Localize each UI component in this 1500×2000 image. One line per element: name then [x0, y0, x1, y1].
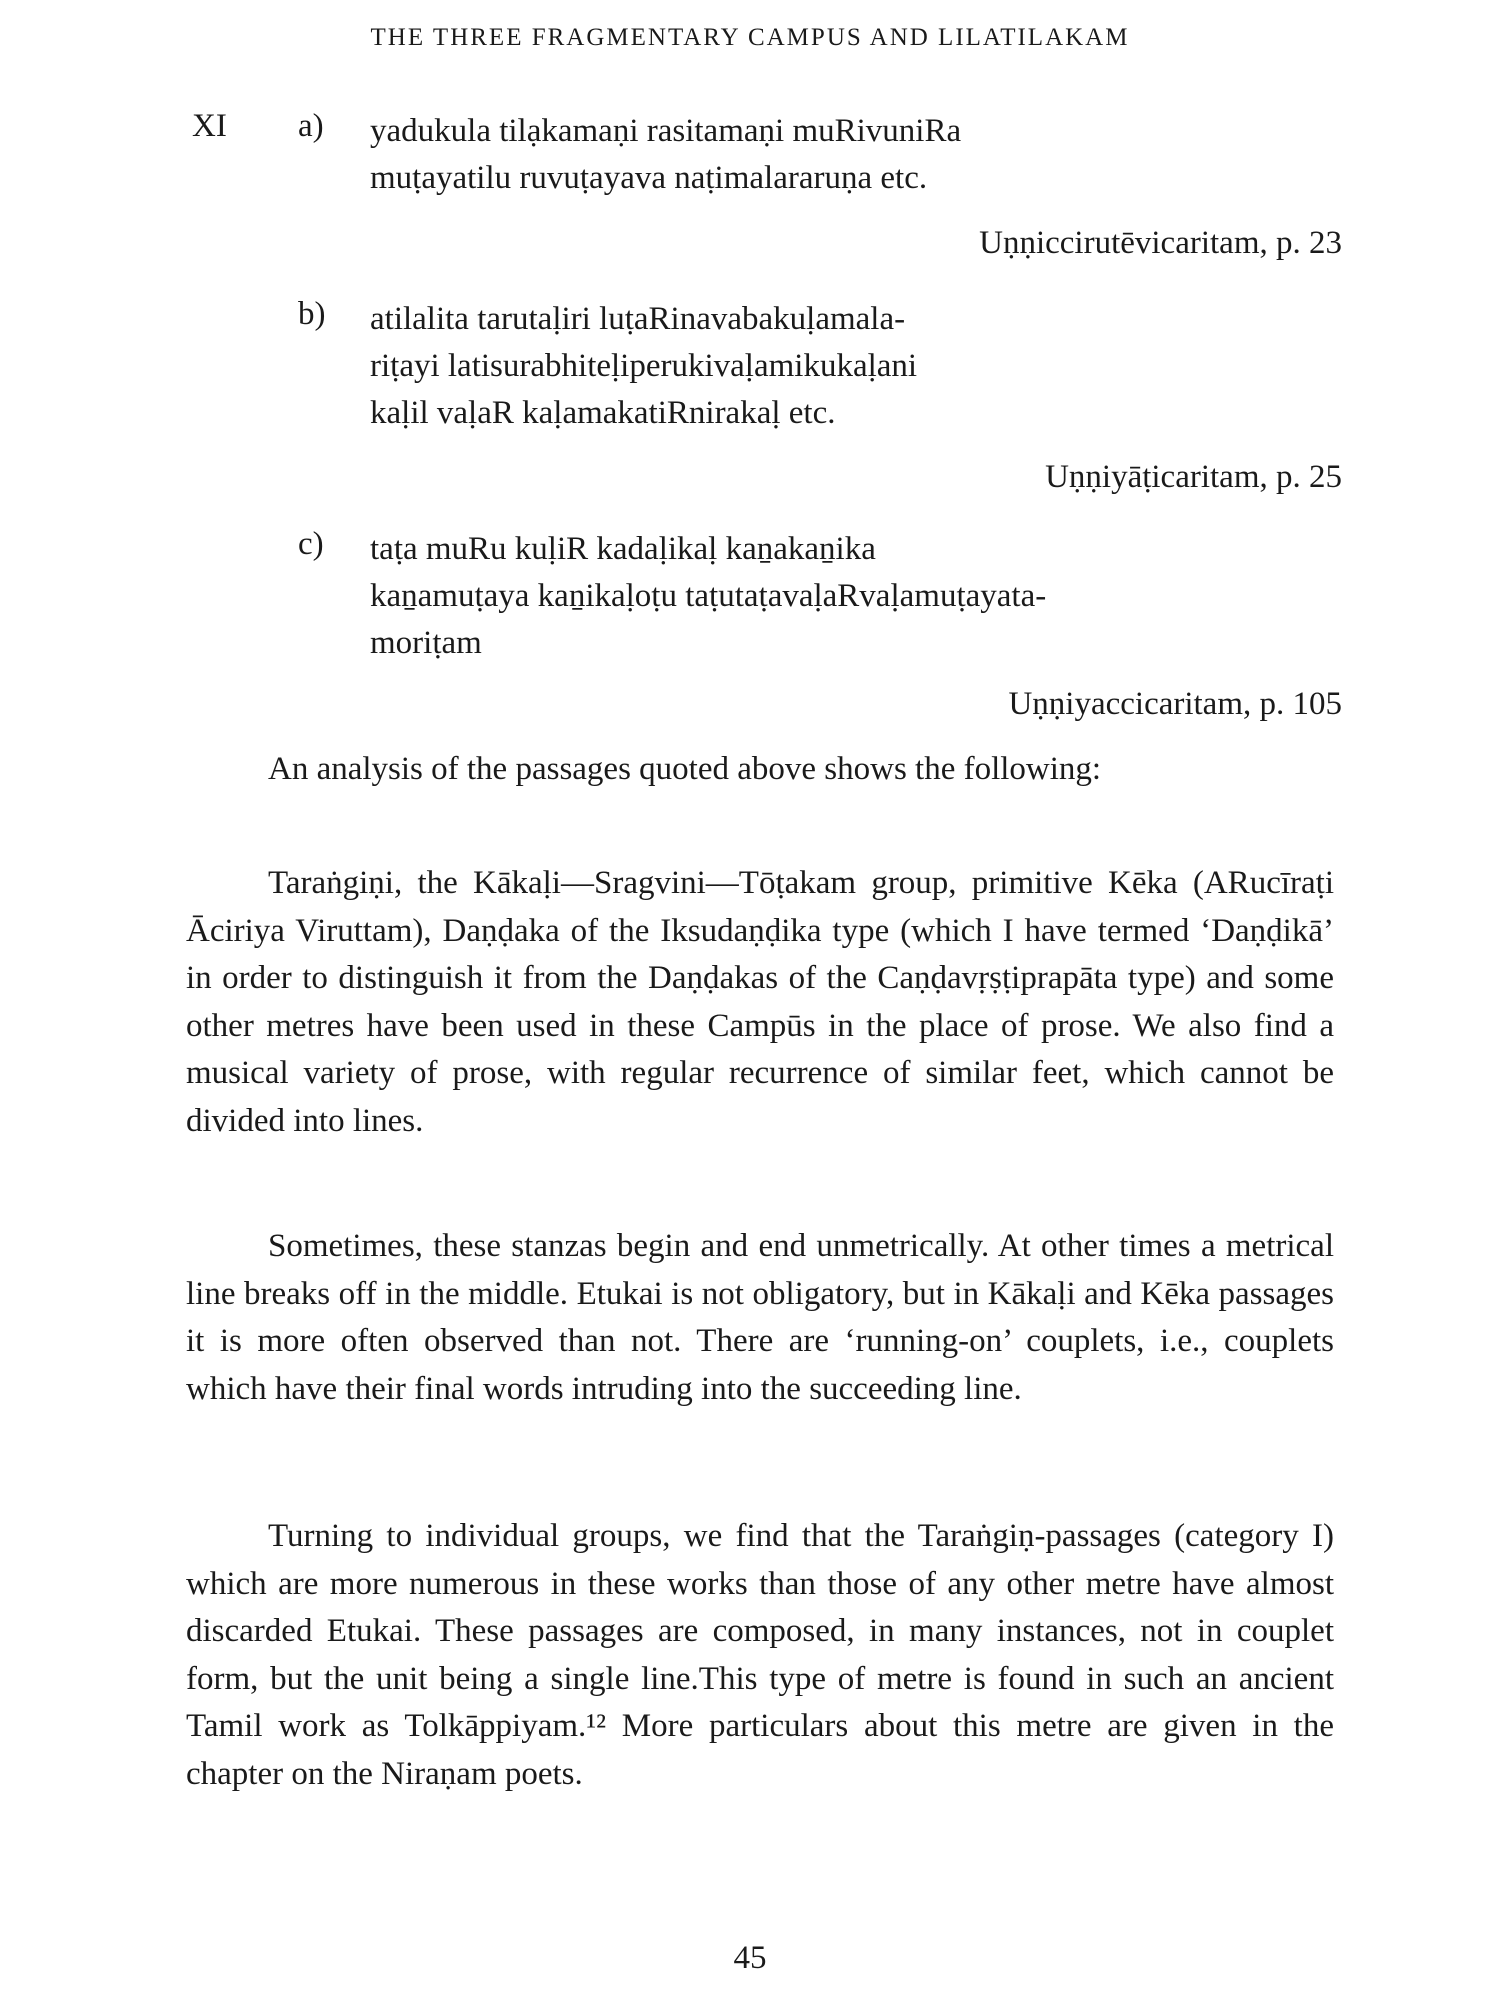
paragraph-metres-used: Taraṅgiṇi, the Kākaḷi—Sragvini—Tōṭakam group, primitive Kēka (ARucīraṭi Āciriya Viruttam), Daṇḍaka of the Iksudaṇḍika type (which I have termed ‘Daṇḍikā’ in order to distinguish it from the Daṇḍakas of the Caṇḍavṛṣṭiprapāta type) and some other metres have been used in these Campūs in the place of prose. We also find a musical variety of prose, with regular recurrence of similar feet, which cannot be divided into lines. — [186, 865, 1334, 1139]
example-label-c: c) — [298, 526, 324, 562]
verse-line: taṭa muRu kuḷiR kadaḷikaḷ kaṉakaṉika — [370, 531, 876, 567]
example-group-number: XI — [192, 108, 227, 144]
example-label-b: b) — [298, 296, 326, 332]
verse-line: muṭayatilu ruvuṭayava naṭimalararuṇa etc. — [370, 160, 928, 196]
verse-line: yadukula tilạkamaṇi rasitamaṇi muRivuniRa — [370, 113, 962, 149]
citation-c: Uṇṇiyaccicaritam, p. 105 — [1008, 686, 1342, 722]
paragraph-tarangini-groups: Turning to individual groups, we find that the Taraṅgiṇ-passages (category I) which are more numerous in these works than those of any other metre have almost discarded Etukai. These passages are composed, in many instances, not in couplet form, but the unit being a single line.This type of metre is found in such an ancient Tamil work as Tolkāppiyam.¹² More particulars about this metre are given in the chapter on the Niraṇam poets. — [186, 1518, 1334, 1792]
citation-b: Uṇṇiyāṭicaritam, p. 25 — [1045, 459, 1342, 495]
example-text-c — [370, 526, 1330, 667]
example-text-a — [370, 108, 1330, 202]
verse-line: kaṉamuṭaya kaṉikaḷoṭu taṭutaṭavaḷaRvaḷamuṭayata- — [370, 578, 1047, 614]
paragraph-unmetrical-stanzas: Sometimes, these stanzas begin and end unmetrically. At other times a metrical line breaks off in the middle. Etukai is not obligatory, but in Kākaḷi and Kēka passages it is more often observed than not. There are ‘running-on’ couplets, i.e., couplets which have their final words intruding into the succeeding line. — [186, 1228, 1334, 1407]
citation-a: Uṇṇiccirutēvicaritam, p. 23 — [979, 225, 1342, 261]
verse-line: moriṭam — [370, 625, 482, 661]
verse-line: riṭayi latisurabhiteḷiperukivaḷamikukaḷani — [370, 348, 918, 384]
verse-line: atilalita tarutaḷiri luṭaRinavabakuḷamala- — [370, 301, 906, 337]
page-number: 45 — [733, 1940, 767, 1976]
example-text-b — [370, 296, 1330, 437]
verse-line: kaḷil vaḷaR kaḷamakatiRnirakaḷ etc. — [370, 395, 836, 431]
example-label-a: a) — [298, 108, 324, 144]
paragraph-analysis-intro: An analysis of the passages quoted above shows the following: — [268, 751, 1102, 787]
running-header: THE THREE FRAGMENTARY CAMPUS AND LILATILAKAM — [370, 24, 1130, 51]
